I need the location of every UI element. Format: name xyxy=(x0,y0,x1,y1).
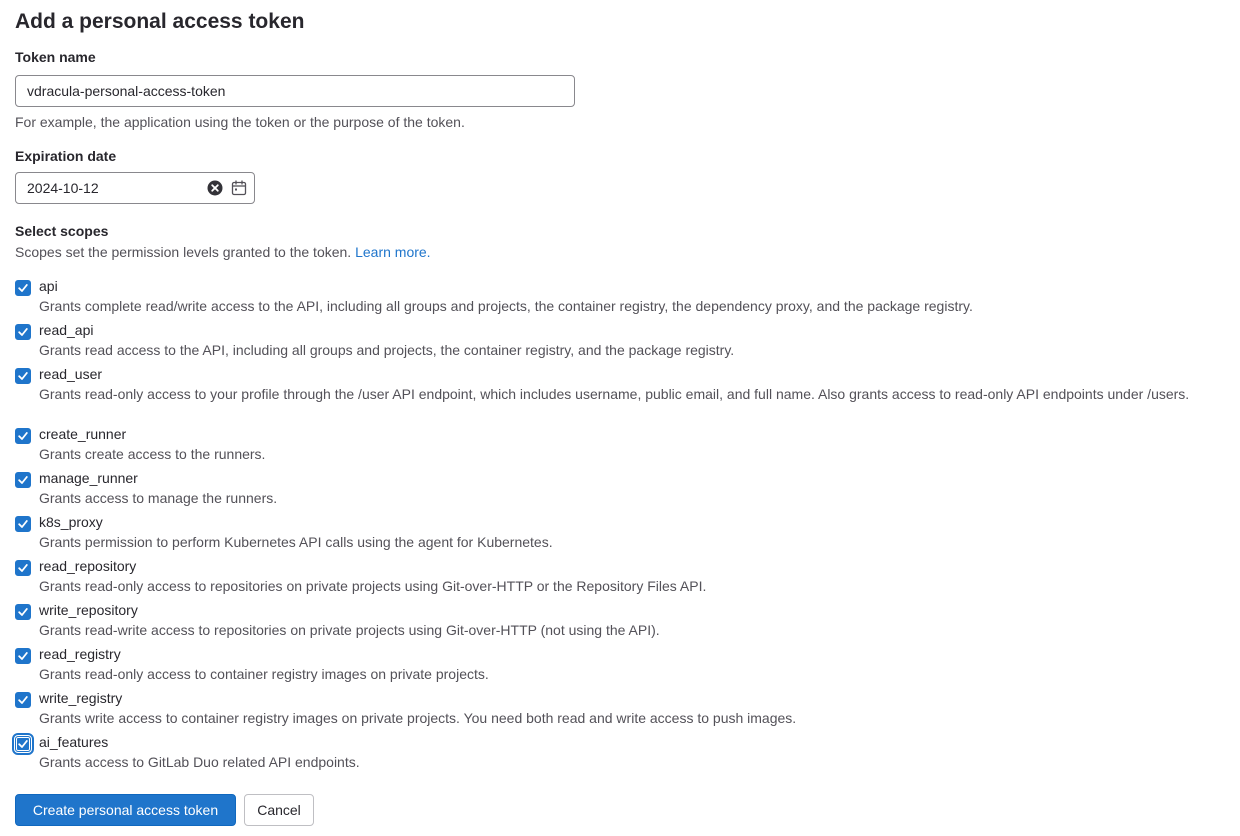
checkmark-icon xyxy=(18,327,28,337)
checkmark-icon xyxy=(18,651,28,661)
calendar-icon[interactable] xyxy=(231,180,247,196)
scope-checkbox[interactable] xyxy=(15,648,31,664)
checkmark-icon xyxy=(18,475,28,485)
checkmark-icon xyxy=(18,739,28,749)
scope-checkbox[interactable] xyxy=(15,280,31,296)
scope-description: Grants read-only access to repositories on private projects using Git-over-HTTP or the Repository Files API. xyxy=(39,578,707,594)
expiration-date-input[interactable] xyxy=(15,172,255,204)
scope-name[interactable]: k8s_proxy xyxy=(39,514,103,530)
scope-checkbox[interactable] xyxy=(15,472,31,488)
create-token-button[interactable]: Create personal access token xyxy=(15,794,236,826)
token-name-label: Token name xyxy=(15,49,96,65)
checkmark-icon xyxy=(18,607,28,617)
checkmark-icon xyxy=(18,563,28,573)
expiration-date-label: Expiration date xyxy=(15,148,117,164)
cancel-button[interactable]: Cancel xyxy=(244,794,314,826)
scope-name[interactable]: read_user xyxy=(39,366,103,382)
scope-checkbox[interactable] xyxy=(15,324,31,340)
scope-description: Grants access to GitLab Duo related API endpoints. xyxy=(39,754,360,770)
scope-name[interactable]: manage_runner xyxy=(39,470,138,486)
scope-description: Grants read-only access to your profile through the /user API endpoint, which includes username, public email, and full name. Also grants access to read-only API endpoints under /users. xyxy=(39,386,1190,402)
scope-description: Grants read access to the API, including all groups and projects, the container registry, and the package registry. xyxy=(39,342,735,358)
checkmark-icon xyxy=(18,371,28,381)
scopes-help xyxy=(15,244,431,260)
scope-name[interactable]: create_runner xyxy=(39,426,127,442)
scope-checkbox[interactable] xyxy=(15,516,31,532)
scope-name[interactable]: write_registry xyxy=(39,690,123,706)
scope-description: Grants read-only access to container registry images on private projects. xyxy=(39,666,489,682)
clear-circle-icon[interactable] xyxy=(207,180,223,196)
checkmark-icon xyxy=(18,283,28,293)
scope-name[interactable]: api xyxy=(39,278,58,294)
token-name-input[interactable] xyxy=(15,75,575,107)
scope-description: Grants create access to the runners. xyxy=(39,446,266,462)
scope-checkbox[interactable] xyxy=(15,604,31,620)
scope-name[interactable]: write_repository xyxy=(39,602,138,618)
learn-more-link[interactable]: Learn more. xyxy=(355,244,431,260)
scope-checkbox[interactable] xyxy=(15,736,31,752)
scope-description: Grants write access to container registry images on private projects. You need both read and write access to push images. xyxy=(39,710,797,726)
scope-description: Grants permission to perform Kubernetes API calls using the agent for Kubernetes. xyxy=(39,534,553,550)
scope-name[interactable]: read_api xyxy=(39,322,94,338)
scopes-help-text: Scopes set the permission levels granted to the token. xyxy=(15,244,352,260)
scope-description: Grants read-write access to repositories on private projects using Git-over-HTTP (not using the API). xyxy=(39,622,660,638)
checkmark-icon xyxy=(18,519,28,529)
expiration-date-value: 2024-10-12 xyxy=(27,180,99,196)
checkmark-icon xyxy=(18,695,28,705)
page-title: Add a personal access token xyxy=(15,10,305,33)
scope-name[interactable]: read_repository xyxy=(39,558,137,574)
checkmark-icon xyxy=(18,431,28,441)
token-name-help: For example, the application using the token or the purpose of the token. xyxy=(15,114,465,130)
select-scopes-label: Select scopes xyxy=(15,223,109,239)
scope-name[interactable]: ai_features xyxy=(39,734,109,750)
scope-checkbox[interactable] xyxy=(15,368,31,384)
scope-description: Grants complete read/write access to the API, including all groups and projects, the container registry, the dependency proxy, and the package registry. xyxy=(39,298,973,314)
scope-checkbox[interactable] xyxy=(15,692,31,708)
scope-checkbox[interactable] xyxy=(15,428,31,444)
scope-description: Grants access to manage the runners. xyxy=(39,490,278,506)
scope-checkbox[interactable] xyxy=(15,560,31,576)
scope-name[interactable]: read_registry xyxy=(39,646,121,662)
